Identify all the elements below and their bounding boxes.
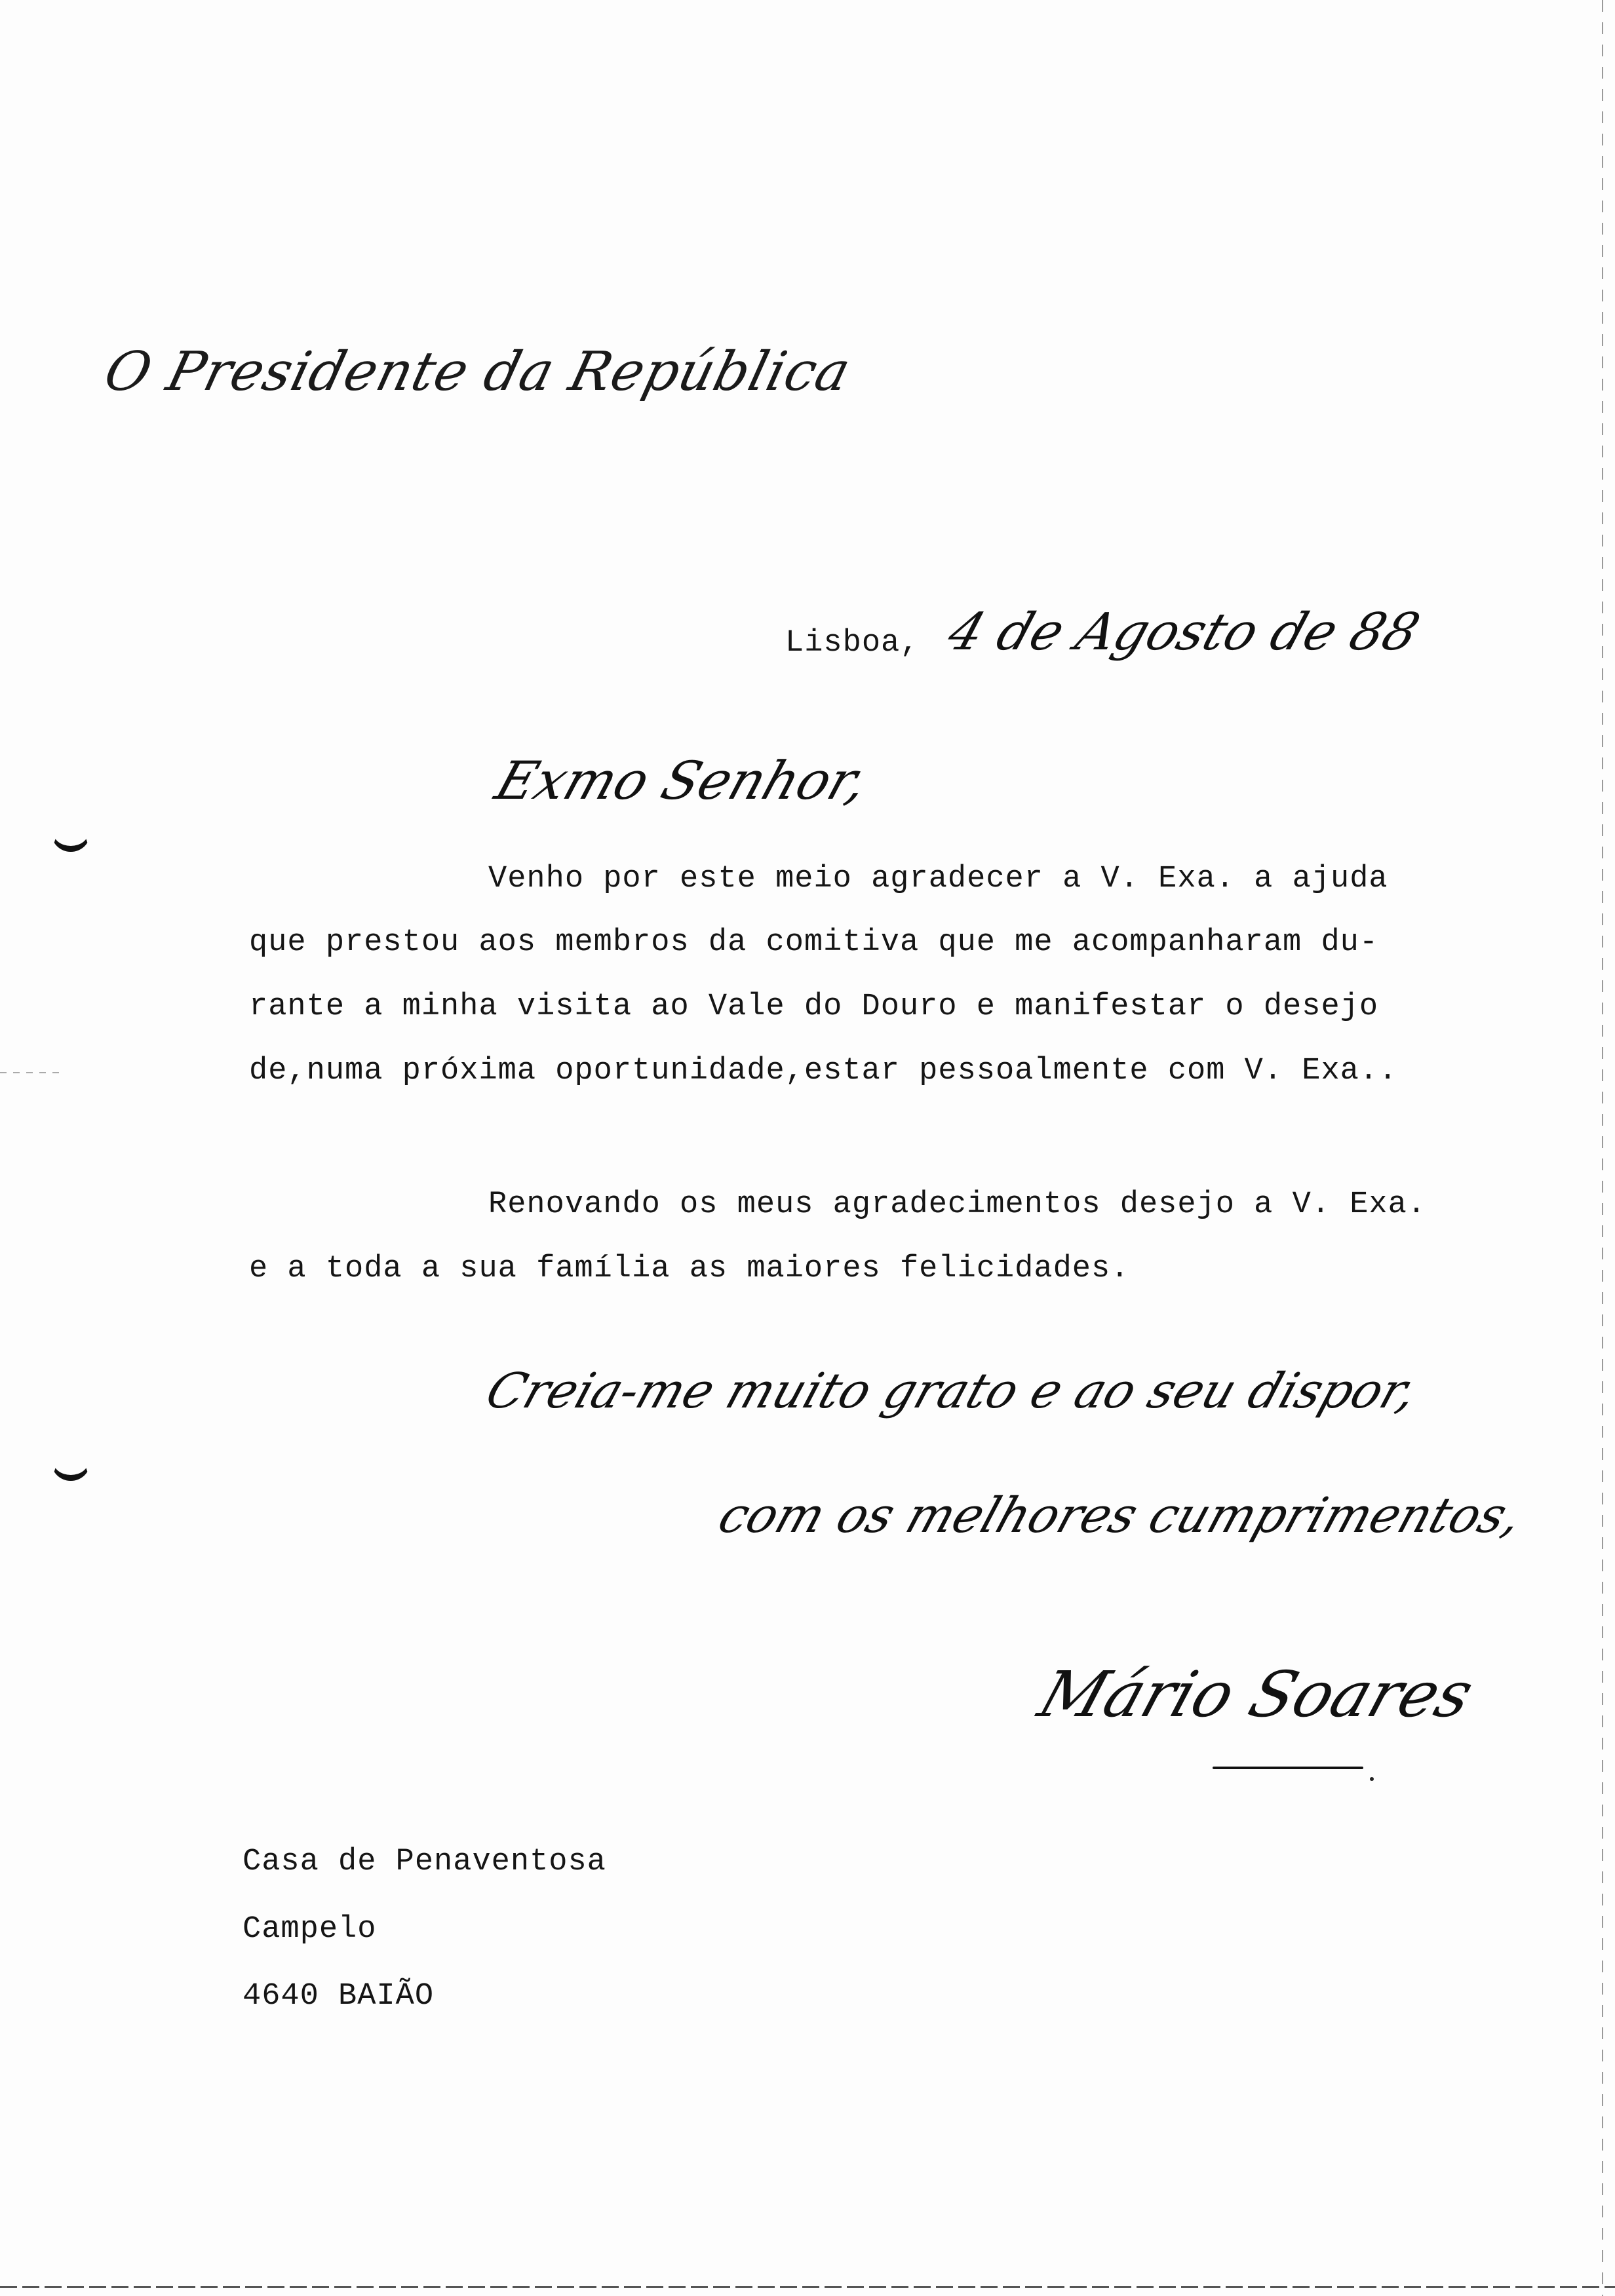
salutation: Exmo Senhor, (488, 750, 876, 811)
letterhead: O Presidente da República (98, 341, 857, 403)
punch-hole-mark (51, 1442, 90, 1481)
body-line: Renovando os meus agradecimentos desejo a V. Exa. (488, 1187, 1427, 1222)
body-line: de,numa próxima oportunidade,estar pessoalmente com V. Exa.. (249, 1054, 1398, 1088)
signature-underline (1213, 1767, 1363, 1769)
body-line: que prestou aos membros da comitiva que me acompanharam du- (249, 925, 1379, 960)
page-bottom-rule (0, 2286, 1615, 2288)
body-line: e a toda a sua família as maiores felicidades. (249, 1252, 1130, 1286)
handwritten-closing-line: com os melhores cumprimentos, (712, 1487, 1530, 1544)
ink-dot (1370, 1777, 1374, 1781)
address-line: 4640 BAIÃO (243, 1979, 435, 2014)
body-line: Venho por este meio agradecer a V. Exa. a ajuda (488, 862, 1388, 896)
page-edge-rule (1602, 0, 1603, 2296)
handwritten-closing-line: Creia-me muito grato e ao seu dispor, (479, 1363, 1425, 1419)
address-line: Campelo (243, 1912, 377, 1947)
signature: Mário Soares (1030, 1658, 1483, 1731)
fold-mark (0, 1072, 59, 1073)
date-place: Lisboa, (785, 626, 920, 660)
body-line: rante a minha visita ao Vale do Douro e manifestar o desejo (249, 989, 1379, 1024)
date-handwritten: 4 de Agosto de 88 (941, 603, 1427, 662)
address-line: Casa de Penaventosa (243, 1845, 606, 1879)
punch-hole-mark (51, 813, 90, 852)
